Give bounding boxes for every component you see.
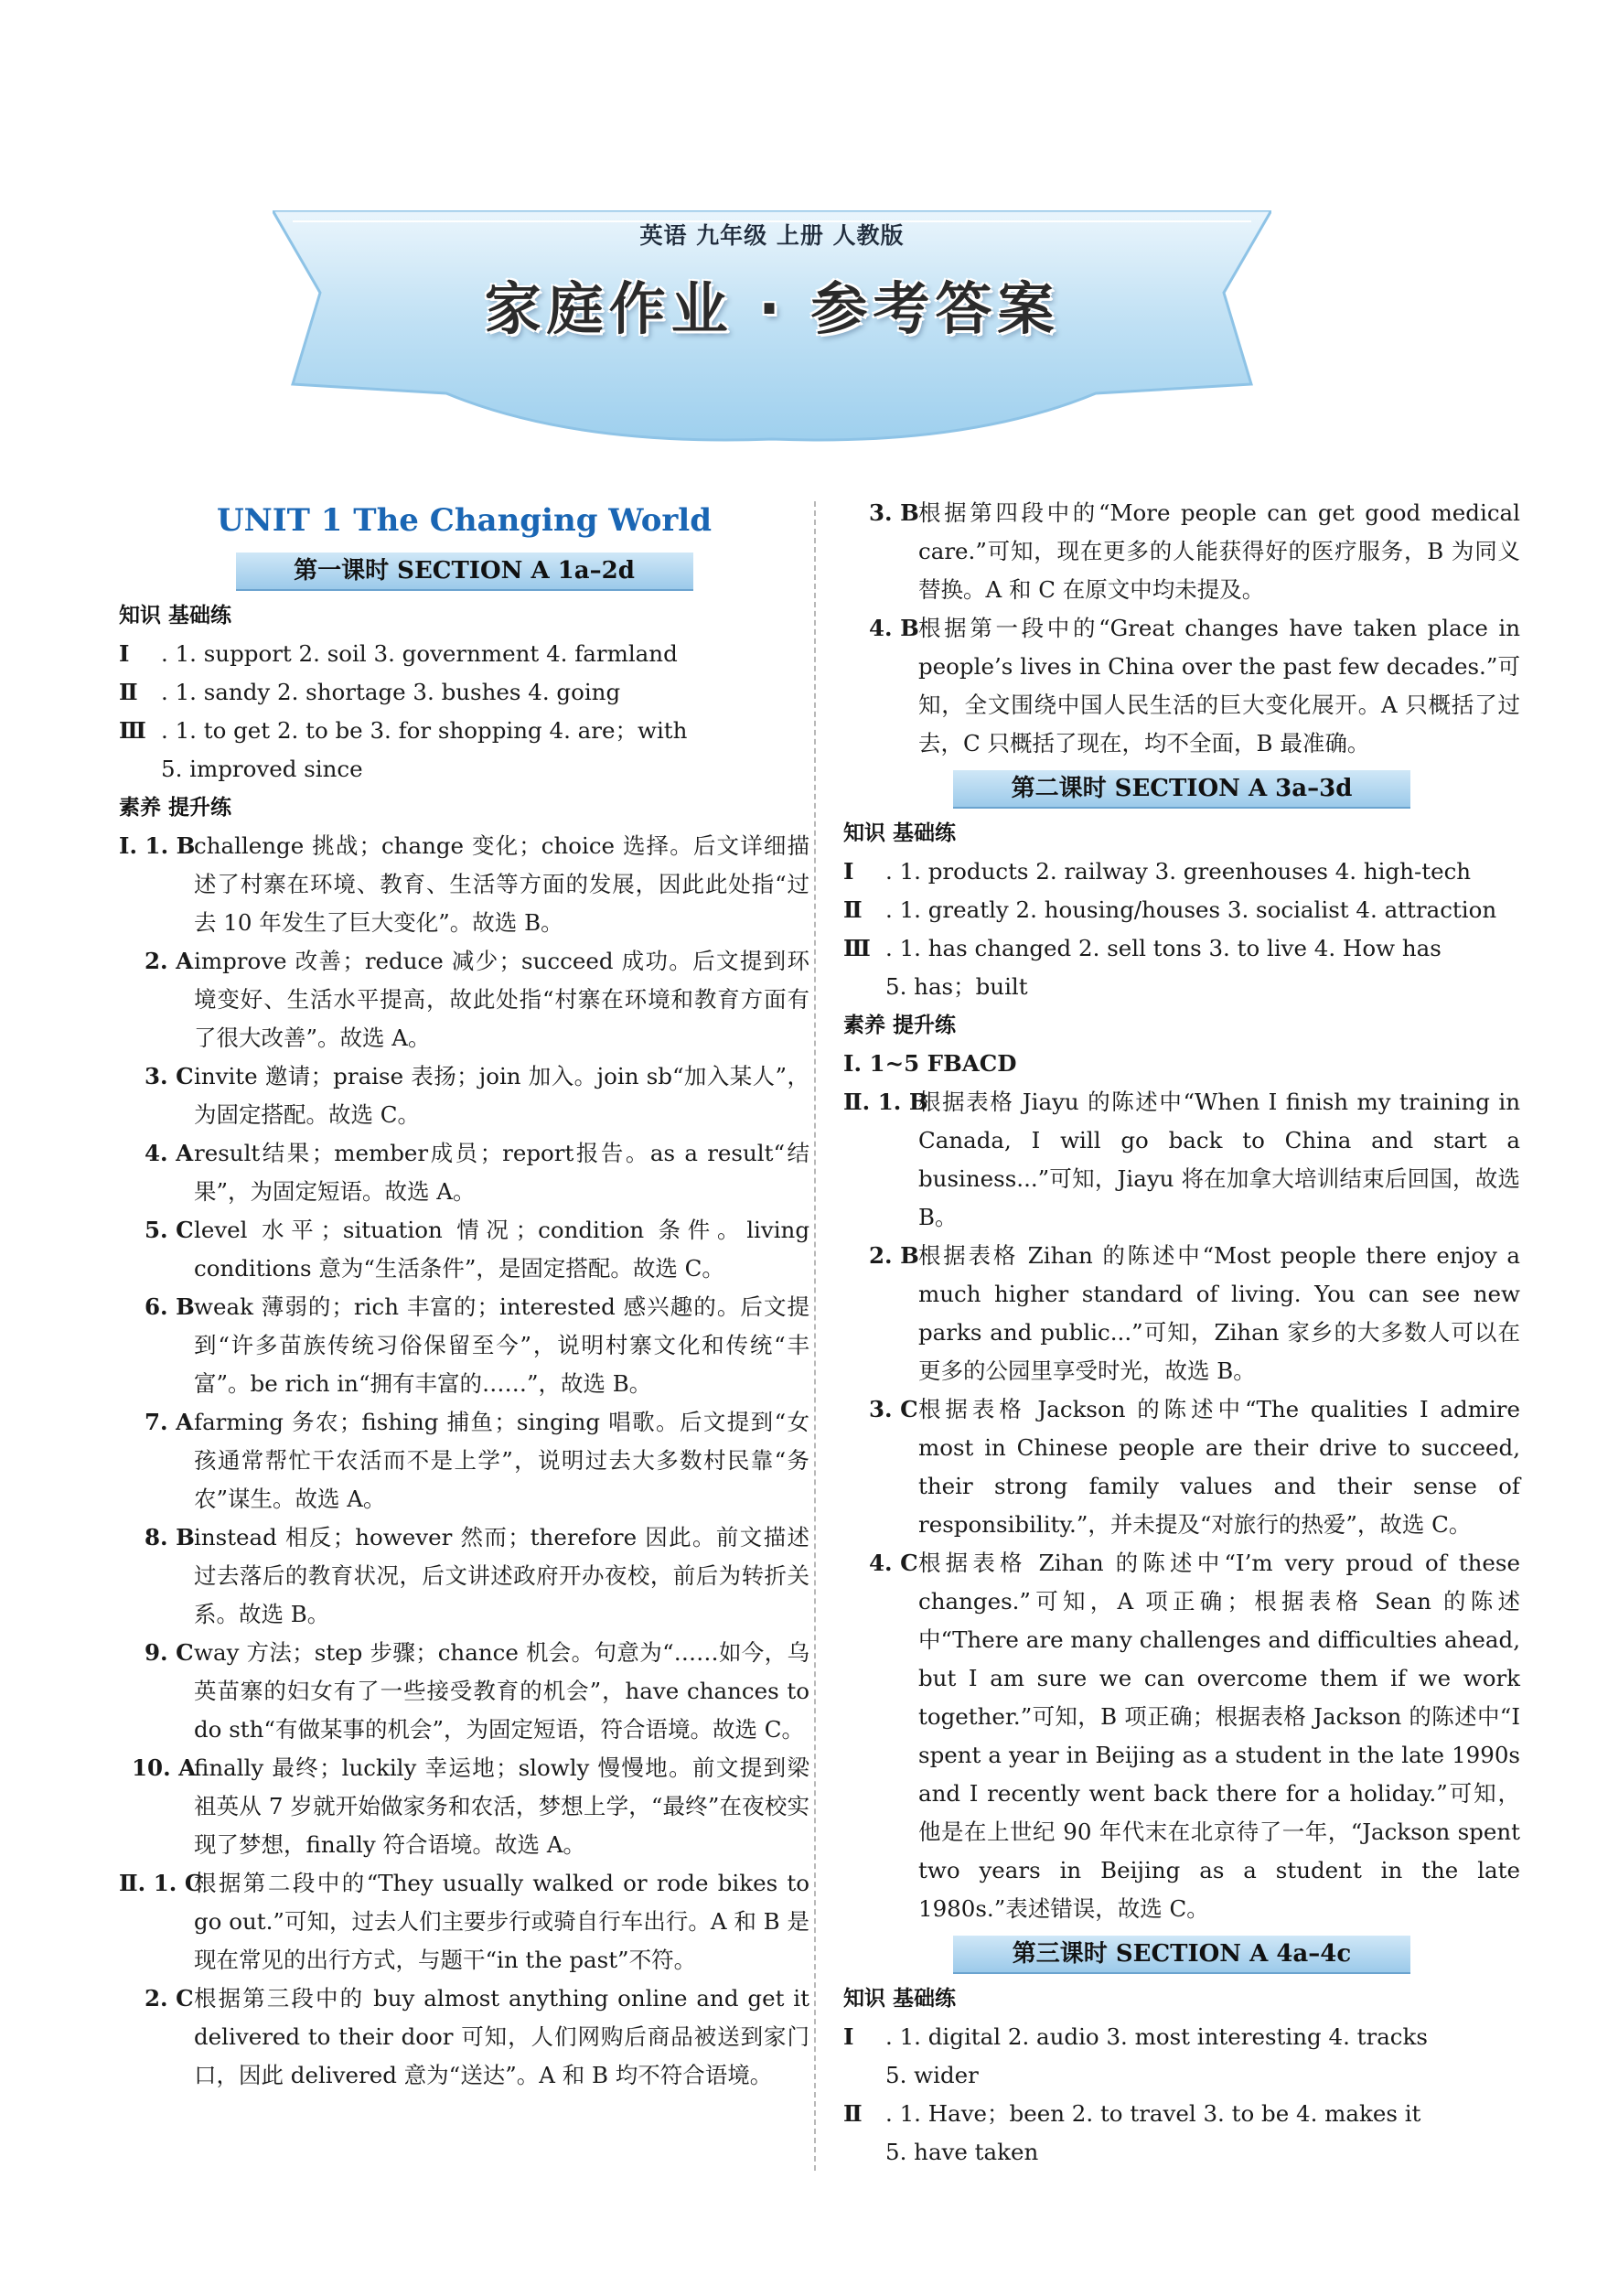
lesson2-header: 第二课时 SECTION A 3a–3d bbox=[953, 770, 1410, 809]
lesson3-basic-row-2: 5. wider bbox=[885, 2062, 979, 2088]
lesson3-basic-row-4: 5. have taken bbox=[885, 2139, 1039, 2165]
lesson2-adv-label: 素养 提升练 bbox=[843, 1014, 957, 1037]
lesson3-header: 第三课时 SECTION A 4a–4c bbox=[953, 1936, 1410, 1974]
lesson3-basic-label: 知识 基础练 bbox=[843, 1987, 957, 2011]
lesson2-II-item: 2. B 根据表格 Zihan 的陈述中“Most people there enjoy a much higher standard of living. You can see new parks and public...”可知，Zihan 家乡的大多数人可以在更多的公园里享受时光，故选 B。 bbox=[869, 1242, 1520, 1384]
lesson2-basic-row-1: Ⅰ . 1. products 2. railway 3. greenhouses 4. high-tech bbox=[843, 858, 1472, 885]
lesson1-I-item: 8. B instead 相反；however 然而；therefore 因此。前文描述过去落后的教育状况，后文讲述政府开办夜校，前后为转折关系。故选 B。 bbox=[145, 1524, 809, 1627]
lesson3-basic-row-3: Ⅱ . 1. Have；been 2. to travel 3. to be 4. makes it bbox=[843, 2100, 1421, 2127]
right-column bbox=[843, 494, 1520, 2172]
left-column bbox=[119, 494, 809, 2095]
column-divider bbox=[814, 501, 816, 2171]
lesson2-basic-row-3: Ⅲ . 1. has changed 2. sell tons 3. to live 4. How has bbox=[843, 935, 1442, 961]
lesson2-II-item: 3. C 根据表格 Jackson 的陈述中“The qualities I admire most in Chinese people are their drive to succeed, their strong family values and their sense of responsibility.”，并未提及“对旅行的热爱”，故选 C。 bbox=[869, 1396, 1520, 1538]
lesson2-II-item: 4. C 根据表格 Zihan 的陈述中“I’m very proud of these changes.”可知，A 项正确；根据表格 Sean 的陈述中“There are many challenges and difficulties ahead, but I am sure we can overcome them if we work together.”可知，B 项正确；根据表格 Jackson 的陈述中“I spent a year in Beijing as a student in the late 1990s and I recently went back there for a holiday.”可知，他是在上世纪 90 年代末在北京待了一年，“Jackson spent two years in Beijing as a student in the late 1980s.”表述错误，故选 C。 bbox=[869, 1550, 1520, 1922]
lesson3-basic-row-1: Ⅰ . 1. digital 2. audio 3. most interesting 4. tracks bbox=[843, 2023, 1428, 2050]
lesson2-II-item: Ⅱ. 1. B 根据表格 Jiayu 的陈述中“When I finish my training in Canada, I will go back to China and start a business...”可知，Jiayu 将在加拿大培训结束后回国，故选 B。 bbox=[843, 1089, 1520, 1230]
lesson1-header: 第一课时 SECTION A 1a–2d bbox=[236, 553, 693, 591]
lesson1-basic-row-2: Ⅱ . 1. sandy 2. shortage 3. bushes 4. going bbox=[119, 679, 621, 705]
lesson1-basic-cont: 5. improved since bbox=[161, 756, 363, 782]
lesson1-I-item: 3. C invite 邀请；praise 表扬；join 加入。join sb“加入某人”，为固定搭配。故选 C。 bbox=[145, 1063, 809, 1128]
lesson1-I-item: 9. C way 方法；step 步骤；chance 机会。句意为“……如今，乌英苗寨的妇女有了一些接受教育的机会”，have chances to do sth“有做某事的机会”，为固定短语，符合语境。故选 C。 bbox=[145, 1639, 809, 1743]
lesson2-basic-cont: 5. has；built bbox=[885, 973, 1028, 1000]
lesson1-basic-label: 知识 基础练 bbox=[119, 604, 232, 628]
banner-subtitle: 英语 九年级 上册 人教版 bbox=[639, 222, 905, 249]
lesson1-I-item: 2. A improve 改善；reduce 减少；succeed 成功。后文提到环境变好、生活水平提高，故此处指“村寨在环境和教育方面有了很大改善”。故选 A。 bbox=[145, 948, 809, 1051]
lesson1-II-item: 3. B 根据第四段中的“More people can get good medical care.”可知，现在更多的人能获得好的医疗服务，B 为同义替换。A 和 C 在原文中均未提及。 bbox=[869, 499, 1520, 603]
lesson1-basic-row-1: Ⅰ . 1. support 2. soil 3. government 4. farmland bbox=[119, 640, 678, 667]
lesson1-II-item: 2. C 根据第三段中的 buy almost anything online and get it delivered to their door 可知，人们网购后商品被送到家门口，因此 delivered 意为“送达”。A 和 B 均不符合语境。 bbox=[145, 1985, 809, 2088]
lesson1-II-item: 4. B 根据第一段中的“Great changes have taken place in people’s lives in China over the past few decades.”可知，全文围绕中国人民生活的巨大变化展开。A 只概括了过去，C 只概括了现在，均不全面，B 最准确。 bbox=[869, 615, 1520, 756]
banner-title: 家庭作业 · 参考答案 bbox=[484, 275, 1060, 342]
lesson2-I-line: Ⅰ. 1~5 FBACD bbox=[843, 1050, 1017, 1077]
header-banner bbox=[273, 210, 1271, 446]
lesson2-basic-label: 知识 基础练 bbox=[843, 821, 957, 845]
lesson1-II-item: Ⅱ. 1. C 根据第二段中的“They usually walked or rode bikes to go out.”可知，过去人们主要步行或骑自行车出行。A 和 B 是现在常见的出行方式，与题干“in the past”不符。 bbox=[119, 1870, 809, 1973]
lesson1-I-item: 10. A finally 最终；luckily 幸运地；slowly 慢慢地。前文提到梁祖英从 7 岁就开始做家务和农活，梦想上学，“最终”在夜校实现了梦想，finally 符合语境。故选 A。 bbox=[132, 1754, 809, 1858]
lesson1-I-item: Ⅰ. 1. B challenge 挑战；change 变化；choice 选择。后文详细描述了村寨在环境、教育、生活等方面的发展，因此此处指“过去 10 年发生了巨大变化”。故选 B。 bbox=[119, 832, 809, 936]
lesson1-I-item: 5. C level 水平；situation 情况；condition 条件。living conditions 意为“生活条件”，是固定搭配。故选 C。 bbox=[145, 1217, 809, 1282]
lesson1-I-item: 7. A farming 务农；fishing 捕鱼；singing 唱歌。后文提到“女孩通常帮忙干农活而不是上学”，说明过去大多数村民靠“务农”谋生。故选 A。 bbox=[145, 1409, 809, 1512]
lesson1-I-item: 6. B weak 薄弱的；rich 丰富的；interested 感兴趣的。后文提到“许多苗族传统习俗保留至今”，说明村寨文化和传统“丰富”。be rich in“拥有丰富的……”，故选 B。 bbox=[145, 1293, 809, 1397]
unit-title: UNIT 1 The Changing World bbox=[217, 502, 712, 539]
lesson1-I-item: 4. A result结果；member成员；report报告。as a result“结果”，为固定短语。故选 A。 bbox=[145, 1140, 809, 1205]
lesson2-basic-row-2: Ⅱ . 1. greatly 2. housing/houses 3. socialist 4. attraction bbox=[843, 896, 1497, 923]
lesson1-basic-row-3: Ⅲ . 1. to get 2. to be 3. for shopping 4. are；with bbox=[119, 717, 688, 744]
lesson1-adv-label: 素养 提升练 bbox=[119, 796, 232, 820]
